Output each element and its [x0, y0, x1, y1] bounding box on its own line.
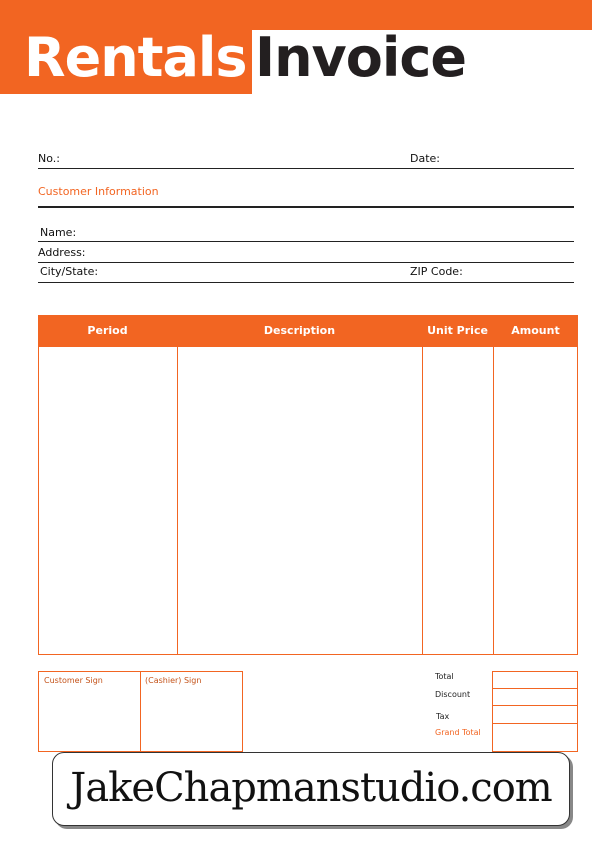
number-date-line[interactable] — [38, 168, 574, 169]
customer-info-heading: Customer Information — [38, 185, 159, 198]
total-label: Total — [435, 672, 454, 681]
discount-label: Discount — [435, 690, 471, 699]
tax-label: Tax — [436, 712, 450, 721]
total-value-field[interactable] — [492, 688, 578, 689]
name-label: Name: — [40, 226, 77, 239]
column-header-description: Description — [263, 324, 336, 337]
signature-divider — [140, 671, 141, 752]
items-table — [38, 315, 578, 655]
address-field[interactable] — [38, 262, 574, 263]
discount-value-field[interactable] — [492, 705, 578, 706]
city-state-label: City/State: — [40, 265, 99, 278]
cashier-sign-label: (Cashier) Sign — [145, 676, 202, 685]
totals-box — [492, 671, 578, 752]
name-field[interactable] — [38, 241, 574, 242]
address-label: Address: — [38, 246, 86, 259]
zip-code-label: ZIP Code: — [410, 265, 463, 278]
column-divider-unit-price — [493, 347, 494, 655]
column-header-unit-price: Unit Price — [427, 324, 488, 337]
column-divider-period — [177, 347, 178, 655]
column-header-amount: Amount — [511, 324, 560, 337]
tax-value-field[interactable] — [492, 723, 578, 724]
column-divider-description — [422, 347, 423, 655]
grand-total-label: Grand Total — [435, 728, 481, 737]
title-invoice: Invoice — [255, 26, 466, 89]
city-zip-field[interactable] — [38, 282, 574, 283]
customer-info-divider — [38, 206, 574, 208]
customer-sign-label: Customer Sign — [44, 676, 103, 685]
column-header-period: Period — [87, 324, 128, 337]
invoice-number-label: No.: — [38, 152, 60, 165]
title-rentals: Rentals — [24, 26, 247, 89]
date-label: Date: — [410, 152, 440, 165]
watermark-text: JakeChapmanstudio.com — [70, 765, 552, 811]
